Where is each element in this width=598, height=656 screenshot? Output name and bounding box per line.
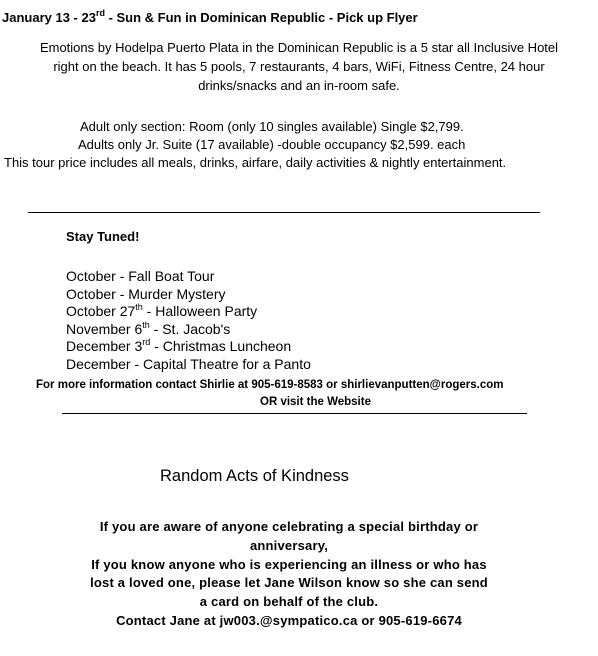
trip-description-line: Emotions by Hodelpa Puerto Plata in the Dominican Republic is a 5 star all Inclusive Hotel (39, 40, 559, 55)
trip-heading (2, 10, 418, 25)
event-item: November 6th - St. Jacob's (66, 319, 231, 337)
kindness-line: lost a loved one, please let Jane Wilson know so she can send (90, 575, 488, 591)
kindness-line: a card on behalf of the club. (199, 594, 379, 610)
event-item: October - Fall Boat Tour (66, 268, 215, 284)
kindness-message (0, 518, 578, 631)
kindness-line: anniversary, (249, 537, 329, 553)
event-item: October - Murder Mystery (66, 285, 226, 302)
divider (28, 212, 540, 213)
trip-heading-title: - Sun & Fun in Dominican Republic - Pick up Flyer (104, 10, 418, 25)
kindness-line: If you know anyone who is experiencing an illness or who has (91, 556, 487, 572)
trip-heading-date: January 13 - 23 (2, 10, 96, 25)
event-item: October 27th - Halloween Party (66, 302, 258, 319)
trip-pricing-line: Adults only Jr. Suite (17 available) -double occupancy $2,599. each (78, 137, 466, 152)
trip-heading-suffix: rd (95, 8, 105, 18)
kindness-contact: Contact Jane at jw003.@sympatico.ca or 905-619-6674 (116, 612, 462, 628)
contact-info: For more information contact Shirlie at 905-619-8583 or shirlievanputten@rogers.com (36, 379, 504, 391)
divider (62, 413, 527, 414)
trip-description-line: right on the beach. It has 5 pools, 7 restaurants, 4 bars, WiFi, Fitness Centre, 24 hour (53, 59, 545, 74)
website-note: OR visit the Website (260, 396, 371, 408)
kindness-title: Random Acts of Kindness (160, 467, 349, 485)
trip-price-includes: This tour price includes all meals, drinks, airfare, daily activities & nightly entertainment. (4, 155, 507, 170)
events-list (66, 268, 311, 373)
trip-description-line: drinks/snacks and an in-room safe. (198, 78, 400, 93)
event-item: December - Capital Theatre for a Panto (66, 355, 311, 372)
kindness-line: If you are aware of anyone celebrating a special birthday or (99, 519, 479, 534)
trip-description (0, 38, 598, 95)
event-item: December 3rd - Christmas Luncheon (66, 337, 292, 354)
trip-pricing-line: Adult only section: Room (only 10 singles available) Single $2,799. (80, 119, 464, 134)
stay-tuned-title: Stay Tuned! (66, 229, 140, 244)
